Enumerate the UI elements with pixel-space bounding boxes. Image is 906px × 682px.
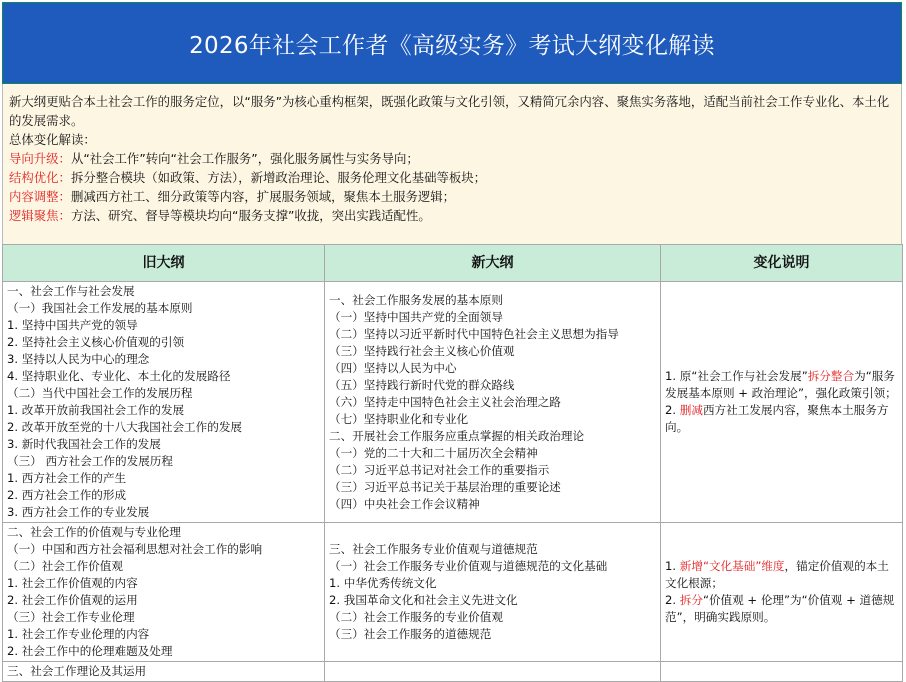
summary-point-text: 从“社会工作”转向“社会工作服务”，强化服务属性与实务导向； — [70, 151, 419, 166]
outline-line: （三）坚持践行社会主义核心价值观 — [329, 343, 515, 358]
outline-line: （二）坚持以习近平新时代中国特色社会主义思想为指导 — [329, 326, 619, 341]
summary-point — [9, 206, 895, 225]
change-note-cell — [661, 523, 903, 662]
outline-line: 一、社会工作服务发展的基本原则 — [329, 292, 503, 307]
change-text: 1. 原“社会工作与社会发展” — [665, 369, 808, 383]
outline-line: 2. 我国革命文化和社会主义先进文化 — [329, 593, 518, 607]
outline-line: 1. 社会工作价值观的内容 — [7, 576, 138, 590]
header-change-notes: 变化说明 — [661, 245, 903, 282]
table-row — [3, 523, 903, 662]
new-outline-cell — [325, 662, 661, 682]
outline-line: 1. 坚持中国共产党的领导 — [7, 318, 138, 332]
header-new-outline: 新大纲 — [325, 245, 661, 282]
summary-point — [9, 187, 895, 206]
summary-point-text: 删减西方社工、细分政策等内容，扩展服务领域，聚焦本土服务逻辑； — [70, 189, 456, 204]
table-header-row — [3, 245, 903, 282]
outline-line: 3. 新时代我国社会工作的发展 — [7, 437, 161, 451]
summary-point — [9, 149, 895, 168]
title-banner — [2, 2, 902, 84]
change-note — [665, 368, 898, 402]
outline-line: （二）习近平总书记对社会工作的重要指示 — [329, 462, 550, 477]
outline-line: 2. 社会工作中的伦理难题及处理 — [7, 644, 173, 658]
comparison-table — [2, 244, 903, 682]
outline-line: 2. 坚持社会主义核心价值观的引领 — [7, 335, 185, 349]
outline-line: （四）中央社会工作会议精神 — [329, 496, 480, 511]
change-text: ，锚定价值观的本土文化根源； — [665, 559, 889, 590]
outline-line: 3. 西方社会工作的专业发展 — [7, 505, 150, 519]
outline-line: （二）社会工作服务的专业价值观 — [329, 610, 503, 624]
outline-line: （三）社会工作服务的道德规范 — [329, 627, 492, 641]
outline-line: （三）社会工作专业伦理 — [7, 610, 135, 624]
outline-line: 2. 社会工作价值观的运用 — [7, 593, 138, 607]
change-text: “价值观 + 伦理”为“价值观 + 道德规范”，明确实践原则。 — [665, 593, 895, 624]
outline-line: 1. 西方社会工作的产生 — [7, 471, 127, 485]
change-text: 为“服务发展基本原则 + 政治理论”，强化政策引领； — [665, 369, 897, 400]
summary-point-text: 拆分整合模块（如政策、方法），新增政治理论、服务伦理文化基础等板块； — [70, 170, 487, 185]
change-note — [665, 592, 898, 626]
outline-line: （一）党的二十大和二十届历次全会精神 — [329, 445, 538, 460]
outline-line: （二）当代中国社会工作的发展历程 — [7, 386, 193, 400]
change-note-cell — [661, 282, 903, 523]
old-outline-cell — [3, 523, 325, 662]
change-text: 2. — [665, 593, 680, 607]
change-highlight: 删减 — [679, 403, 703, 417]
summary-point — [9, 168, 895, 187]
outline-line: 三、社会工作理论及其运用 — [7, 664, 147, 678]
outline-line: （一）中国和西方社会福利思想对社会工作的影响 — [7, 542, 263, 556]
outline-line: （一）坚持中国共产党的全面领导 — [329, 309, 503, 324]
change-text: 西方社工发展内容，聚焦本土服务方向。 — [665, 403, 889, 434]
change-note — [665, 402, 898, 436]
outline-line: 3. 坚持以人民为中心的理念 — [7, 352, 150, 366]
old-outline-cell — [3, 662, 325, 682]
change-highlight: 拆分 — [679, 593, 703, 607]
outline-line: 1. 改革开放前我国社会工作的发展 — [7, 403, 185, 417]
outline-line: （七）坚持职业化和专业化 — [329, 411, 469, 426]
intro-paragraph: 新大纲更贴合本土社会工作的服务定位，以“服务”为核心重构框架，既强化政策与文化引领，又精简冗余内容、聚焦实务落地，适配当前社会工作专业化、本土化的发展需求。 — [9, 94, 890, 128]
summary-point-label: 导向升级： — [9, 151, 71, 166]
outline-line: 二、开展社会工作服务应重点掌握的相关政治理论 — [329, 428, 585, 443]
change-highlight: 拆分整合 — [807, 369, 855, 383]
outline-line: （二）社会工作价值观 — [7, 559, 123, 573]
page-title: 2026年社会工作者《高级实务》考试大纲变化解读 — [189, 32, 715, 59]
change-note — [665, 558, 898, 592]
outline-line: （四）坚持以人民为中心 — [329, 360, 457, 375]
change-highlight: 新增“文化基础”维度 — [679, 559, 785, 573]
outline-line: 二、社会工作的价值观与专业伦理 — [7, 525, 181, 539]
outline-line: （三） 西方社会工作的发展历程 — [7, 454, 173, 468]
outline-line: （五）坚持践行新时代党的群众路线 — [329, 377, 515, 392]
old-outline-cell — [3, 282, 325, 523]
outline-line: 4. 坚持职业化、专业化、本土化的发展路径 — [7, 369, 231, 383]
summary-point-text: 方法、研究、督导等模块均向“服务支撑”收拢，突出实践适配性。 — [70, 208, 431, 223]
change-text: 1. — [665, 559, 680, 573]
summary-label: 总体变化解读： — [9, 132, 96, 147]
summary-point-label: 结构优化： — [9, 170, 71, 185]
outline-line: 1. 社会工作专业伦理的内容 — [7, 627, 150, 641]
outline-line: （六）坚持走中国特色社会主义社会治理之路 — [329, 394, 561, 409]
header-old-outline: 旧大纲 — [3, 245, 325, 282]
outline-line: 1. 中华优秀传统文化 — [329, 576, 437, 590]
outline-line: 2. 西方社会工作的形成 — [7, 488, 127, 502]
outline-line: （一）社会工作服务专业价值观与道德规范的文化基础 — [329, 559, 608, 573]
new-outline-cell — [325, 282, 661, 523]
table-body — [3, 282, 903, 682]
table-row — [3, 282, 903, 523]
outline-line: （一）我国社会工作发展的基本原则 — [7, 301, 193, 315]
table-row — [3, 662, 903, 682]
outline-line: 2. 改革开放至党的十八大我国社会工作的发展 — [7, 420, 243, 434]
change-text: 2. — [665, 403, 680, 417]
new-outline-cell — [325, 523, 661, 662]
summary-point-label: 内容调整： — [9, 189, 71, 204]
outline-line: 三、社会工作服务专业价值观与道德规范 — [329, 542, 538, 556]
summary-point-label: 逻辑聚焦： — [9, 208, 71, 223]
intro-panel — [2, 84, 902, 244]
outline-line: （三）习近平总书记关于基层治理的重要论述 — [329, 479, 561, 494]
change-note-cell — [661, 662, 903, 682]
outline-line: 一、社会工作与社会发展 — [7, 284, 135, 298]
